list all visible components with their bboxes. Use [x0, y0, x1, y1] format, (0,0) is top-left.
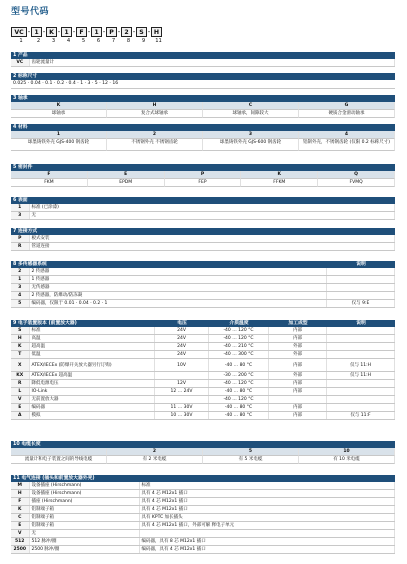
- table-cell: 5: [203, 448, 299, 456]
- table-cell: 24V: [155, 327, 209, 335]
- table-cell: 6 表面: [13, 198, 28, 203]
- section-header: [11, 320, 395, 327]
- section-header: [11, 164, 395, 171]
- table-cell: 不锈钢外壳 不锈钢齿轮: [107, 139, 203, 151]
- table-row: [11, 372, 395, 380]
- position-number: 11: [155, 38, 162, 44]
- table-cell: FKM: [11, 179, 88, 187]
- table-cell: -30 … 200 °C: [209, 372, 269, 380]
- table-cell: 加工成型: [288, 321, 308, 326]
- table-cell: [327, 404, 395, 412]
- table-cell: 铝制端子箱: [29, 506, 139, 514]
- table-cell: ATEX/IECEx (防爆开关放大器另行订购): [29, 359, 155, 372]
- code-example-row: VC - 1 - K - 1 - F - 1 - P - 2 - S - H: [11, 27, 162, 37]
- table-cell: 模拟: [29, 412, 155, 420]
- table-cell: 7 连接方式: [13, 229, 38, 234]
- table-cell: 球墨铸铁外壳 GJS-400 钢齿轮: [11, 139, 107, 151]
- table-cell: F: [11, 498, 29, 506]
- table-cell: 2500 脉冲/圈: [29, 546, 139, 554]
- table-cell: FVMQ: [318, 179, 395, 187]
- table-cell: 内部: [269, 388, 327, 396]
- table-cell: [327, 268, 395, 276]
- table-row: [11, 412, 395, 420]
- table-row: [11, 335, 395, 343]
- table-cell: [327, 292, 395, 300]
- table-cell: 有 10 米电缆: [299, 456, 395, 464]
- table-row: [11, 300, 395, 308]
- table-cell: 板式安装: [29, 235, 395, 243]
- table-cell: C: [203, 102, 299, 110]
- table-row: [11, 530, 395, 538]
- table-cell: [327, 380, 395, 388]
- table-cell: G: [299, 102, 395, 110]
- table-cell: P: [11, 235, 29, 243]
- table-row: [11, 351, 395, 359]
- table-row: [11, 490, 395, 498]
- table-cell: L: [11, 388, 29, 396]
- table-cell: 11 … 30V: [155, 404, 209, 412]
- table-cell: 无前置放大器: [29, 396, 155, 404]
- table-cell: 3 轴承: [13, 96, 28, 101]
- table-cell: -40 … 210 °C: [209, 343, 269, 351]
- section-header: [11, 73, 395, 80]
- table-cell: 无传感器: [29, 284, 327, 292]
- section-material: [11, 124, 395, 151]
- table-cell: [327, 388, 395, 396]
- table-cell: [155, 372, 209, 380]
- code-box: K: [46, 27, 57, 37]
- table-cell: X: [11, 359, 29, 372]
- table-cell: 具有 4 芯 M12x1 插口: [139, 490, 395, 498]
- table-cell: 仅与 9:E: [327, 300, 395, 308]
- table-cell: 流量计和电子装置之间的导线电缆: [11, 456, 107, 464]
- code-box: 1: [91, 27, 102, 37]
- table-row: [11, 292, 395, 300]
- table-row: [11, 404, 395, 412]
- table-cell: 4: [11, 292, 29, 300]
- table-cell: R: [11, 243, 29, 251]
- section-surface: [11, 197, 395, 220]
- table-row: [11, 396, 395, 404]
- table-cell: 2 传感器: [29, 268, 327, 276]
- table-cell: 内部: [269, 380, 327, 388]
- section-connection: [11, 228, 395, 251]
- position-number: 7: [111, 38, 116, 44]
- table-cell: 硬质合金滑动轴承: [299, 110, 395, 118]
- section-product: [11, 52, 395, 67]
- code-box: H: [151, 27, 162, 37]
- position-number: 3: [51, 38, 56, 44]
- table-row: [11, 498, 395, 506]
- table-cell: R: [11, 380, 29, 388]
- page-title: 型号代码: [11, 7, 50, 17]
- table-row: [11, 243, 395, 251]
- table-cell: 内部: [269, 412, 327, 420]
- table-row: [11, 522, 395, 530]
- table-cell: 12V: [155, 380, 209, 388]
- table-cell: 有 5 米电缆: [203, 456, 299, 464]
- table-cell: 铝制端子箱: [29, 522, 139, 530]
- table-cell: 4: [299, 131, 395, 139]
- table-cell: 具有 4 芯 M12x1 插口: [139, 498, 395, 506]
- code-box: S: [136, 27, 147, 37]
- section-header: [11, 95, 395, 102]
- table-cell: 编码器，具有 4 芯 M12x1 插口: [139, 546, 395, 554]
- table-cell: 10 … 30V: [155, 412, 209, 420]
- table-row: [11, 276, 395, 284]
- table-cell: 2: [107, 448, 203, 456]
- section-header: [11, 228, 395, 235]
- table-cell: 铝制外壳，不锈钢齿轮 (仅限 0.2 标称尺寸): [299, 139, 395, 151]
- table-cell: 复合式球轴承: [107, 110, 203, 118]
- table-cell: EPDM: [88, 179, 165, 187]
- table-cell: -40 … 120 °C: [209, 335, 269, 343]
- section-cable-length: [11, 441, 395, 464]
- table-row: [11, 59, 395, 67]
- table-cell: 10 电缆长度: [13, 442, 41, 447]
- table-cell: [327, 276, 395, 284]
- table-cell: E: [11, 404, 29, 412]
- table-cell: 2 标称尺寸: [13, 74, 38, 79]
- table-cell: Q: [318, 171, 395, 179]
- table-cell: FEP: [165, 179, 242, 187]
- table-row: [11, 284, 395, 292]
- table-cell: 3: [11, 212, 29, 220]
- table-cell: 10: [299, 448, 395, 456]
- section-multi-sensor: [11, 261, 395, 308]
- table-row: [11, 359, 395, 372]
- table-cell: 仅与 11:F: [327, 412, 395, 420]
- table-row: [11, 235, 395, 243]
- table-cell: 内部: [269, 335, 327, 343]
- table-cell: 编码器，具有 8 芯 M12x1 插口: [139, 538, 395, 546]
- section-bearing: [11, 95, 395, 118]
- table-cell: -40 … 300 °C: [209, 351, 269, 359]
- table-cell: 具有 4 芯 M12x1 插口: [139, 506, 395, 514]
- table-cell: 仅与 11:H: [327, 359, 395, 372]
- code-box: 2: [121, 27, 132, 37]
- table-cell: 球墨铸铁外壳 GJS-600 钢齿轮: [203, 139, 299, 151]
- section-nominal-size: [11, 73, 395, 89]
- table-cell: V: [11, 530, 29, 538]
- section-header: [11, 441, 395, 448]
- table-cell: 说明: [356, 321, 366, 326]
- table-cell: P: [165, 171, 242, 179]
- table-cell: 24V: [155, 351, 209, 359]
- section-seal: [11, 164, 395, 187]
- table-cell: 1 产品: [13, 53, 28, 58]
- nominal-size-values: 0.025 · 0.04 · 0.1 · 0.2 · 0.4 · 1 · 3 · 5 · 12 · 16: [11, 80, 395, 89]
- table-cell: S: [11, 327, 29, 335]
- table-cell: [269, 396, 327, 404]
- table-cell: M: [11, 482, 29, 490]
- table-cell: H: [107, 102, 203, 110]
- table-cell: 铝制端子箱: [29, 514, 139, 522]
- table-cell: 3: [203, 131, 299, 139]
- section-header: [11, 197, 395, 204]
- table-cell: [327, 396, 395, 404]
- table-cell: 2 传感器，防爆动/防冻凝: [29, 292, 327, 300]
- table-row: [11, 546, 395, 554]
- code-box: P: [106, 27, 117, 37]
- table-cell: 24V: [155, 335, 209, 343]
- table-cell: 具有 KPTC 加长插头: [139, 514, 395, 522]
- table-cell: 5: [11, 300, 29, 308]
- code-box: VC: [11, 27, 27, 37]
- section-header: [11, 475, 395, 482]
- section-electrical-connection: [11, 475, 395, 554]
- table-cell: 电压: [177, 321, 187, 326]
- table-row: [11, 204, 395, 212]
- table-cell: V: [11, 396, 29, 404]
- table-cell: 无: [29, 530, 139, 538]
- table-cell: 3: [11, 284, 29, 292]
- table-cell: VC: [11, 59, 29, 67]
- table-cell: 24V: [155, 343, 209, 351]
- table-cell: 5 密封件: [13, 165, 33, 170]
- table-row: [11, 343, 395, 351]
- section-header: [11, 261, 395, 268]
- table-cell: [327, 343, 395, 351]
- table-cell: KX: [11, 372, 29, 380]
- table-cell: C: [11, 514, 29, 522]
- table-cell: -40 … 80 °C: [209, 388, 269, 396]
- section-electronics: [11, 320, 395, 420]
- table-cell: 内部: [269, 359, 327, 372]
- table-cell: 设备插座 (Hirschmann): [29, 490, 139, 498]
- position-number: 1: [19, 38, 23, 44]
- table-row: [11, 380, 395, 388]
- code-box: 1: [31, 27, 42, 37]
- table-cell: -40 … 120 °C: [209, 396, 269, 404]
- table-cell: [327, 351, 395, 359]
- table-cell: 介质温度: [229, 321, 249, 326]
- position-number: 9: [141, 38, 146, 44]
- table-cell: 插座 (Hirschmann): [29, 498, 139, 506]
- table-cell: H: [11, 335, 29, 343]
- table-cell: [155, 396, 209, 404]
- table-cell: 无: [29, 212, 395, 220]
- table-cell: 512 脉冲/圈: [29, 538, 139, 546]
- table-cell: [327, 284, 395, 292]
- table-cell: 编码器: [29, 404, 155, 412]
- table-cell: -40 … 120 °C: [209, 380, 269, 388]
- table-cell: 高温: [29, 335, 155, 343]
- table-cell: H: [11, 490, 29, 498]
- table-row: [11, 268, 395, 276]
- table-cell: -40 … 80 °C: [209, 359, 269, 372]
- table-cell: 超高温: [29, 343, 155, 351]
- table-cell: 4 材料: [13, 125, 28, 130]
- table-cell: 外部: [269, 343, 327, 351]
- position-number: 8: [126, 38, 131, 44]
- position-number: 2: [36, 38, 41, 44]
- table-cell: 低温: [29, 351, 155, 359]
- table-cell: 内部: [269, 327, 327, 335]
- table-cell: K: [11, 102, 107, 110]
- table-row: [11, 388, 395, 396]
- table-cell: T: [11, 351, 29, 359]
- position-number: 4: [66, 38, 71, 44]
- table-cell: 标准: [29, 327, 155, 335]
- position-number: 6: [96, 38, 101, 44]
- table-cell: ATEX/IECEx 超高温: [29, 372, 155, 380]
- table-row: [11, 482, 395, 490]
- table-cell: 具有 4 芯 M12x1 插口，外部可解 释电子单元: [139, 522, 395, 530]
- table-row: [11, 327, 395, 335]
- table-cell: F: [11, 171, 88, 179]
- table-cell: 外部: [269, 351, 327, 359]
- table-cell: 标准 (已涂漆): [29, 204, 395, 212]
- section-header: [11, 52, 395, 59]
- table-cell: 降低电源电压: [29, 380, 155, 388]
- table-cell: 8 多传感器系统: [13, 262, 47, 267]
- table-cell: 编码器，仅限于 0.01 · 0.04 · 0.2 · 1: [29, 300, 327, 308]
- table-cell: K: [241, 171, 318, 179]
- table-row: [11, 538, 395, 546]
- table-cell: 512: [11, 538, 29, 546]
- table-cell: IO-Link: [29, 388, 155, 396]
- position-number: 5: [81, 38, 86, 44]
- table-cell: 仅与 11:H: [327, 372, 395, 380]
- position-numbers: [11, 38, 166, 44]
- table-cell: 12 … 24V: [155, 388, 209, 396]
- code-box: 1: [61, 27, 72, 37]
- table-cell: K: [11, 343, 29, 351]
- table-row: [11, 506, 395, 514]
- table-cell: 标准: [139, 482, 395, 490]
- table-cell: 齿轮流量计: [29, 59, 395, 67]
- table-cell: 外部: [269, 372, 327, 380]
- table-cell: -40 … 80 °C: [209, 412, 269, 420]
- table-cell: 11 电气连接 (插头和前置放大器外壳): [13, 476, 95, 481]
- table-cell: 1: [11, 131, 107, 139]
- table-cell: 有 2 米电缆: [107, 456, 203, 464]
- section-header: [11, 124, 395, 131]
- table-cell: FFKM: [241, 179, 318, 187]
- table-cell: [327, 327, 395, 335]
- table-cell: 10V: [155, 359, 209, 372]
- table-row: [11, 212, 395, 220]
- table-cell: 2: [107, 131, 203, 139]
- table-cell: 2500: [11, 546, 29, 554]
- table-cell: 球轴承，间隙较大: [203, 110, 299, 118]
- table-cell: E: [11, 522, 29, 530]
- table-cell: [327, 335, 395, 343]
- table-cell: 2: [11, 268, 29, 276]
- table-cell: -40 … 120 °C: [209, 327, 269, 335]
- table-cell: [139, 530, 395, 538]
- table-cell: 设备插座 (Hirschmann): [29, 482, 139, 490]
- code-box: F: [76, 27, 87, 37]
- table-row: [11, 514, 395, 522]
- table-cell: A: [11, 412, 29, 420]
- table-cell: 1: [11, 204, 29, 212]
- table-cell: 球轴承: [11, 110, 107, 118]
- table-cell: 说明: [356, 262, 366, 267]
- table-cell: 管道连接: [29, 243, 395, 251]
- table-cell: K: [11, 506, 29, 514]
- table-cell: 内部: [269, 404, 327, 412]
- table-cell: -40 … 80 °C: [209, 404, 269, 412]
- table-cell: 1: [11, 276, 29, 284]
- table-cell: 9 电子装置版本 (前置放大器): [13, 321, 77, 326]
- table-cell: 1 传感器: [29, 276, 327, 284]
- table-cell: E: [88, 171, 165, 179]
- table-cell: [11, 448, 107, 456]
